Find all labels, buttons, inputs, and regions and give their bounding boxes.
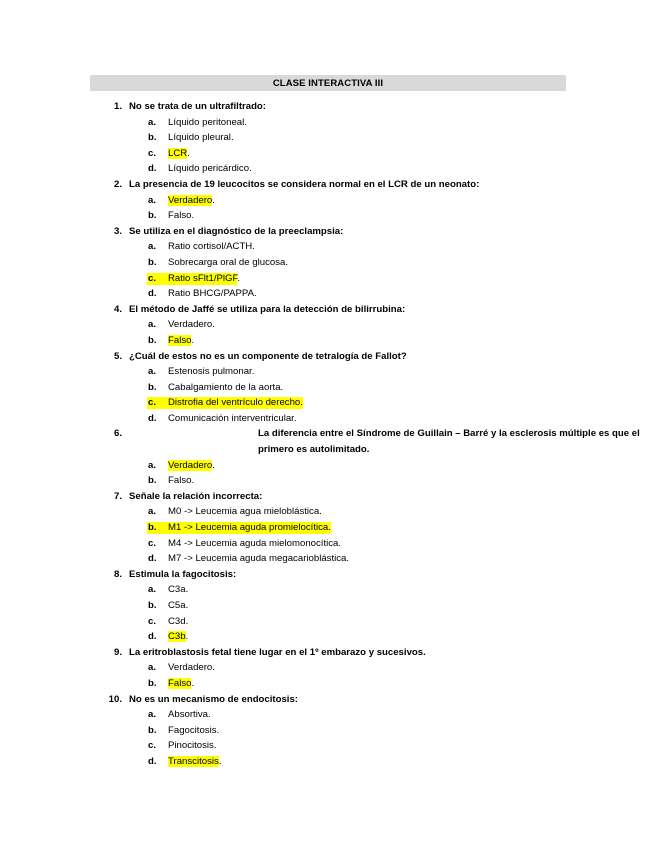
- option-letter: b.: [148, 334, 157, 346]
- answer-option: [0, 536, 655, 552]
- option-letter: b.: [148, 724, 157, 736]
- answer-option: [0, 411, 655, 427]
- question-number: 8.: [113, 568, 122, 580]
- option-text: [168, 676, 194, 692]
- option-letter: b.: [148, 677, 157, 689]
- answer-option: [0, 458, 655, 474]
- option-label: Fagocitosis.: [168, 724, 220, 736]
- option-label: Verdadero: [168, 459, 213, 471]
- question-text: Estimula la fagocitosis:: [129, 568, 237, 580]
- option-text: [168, 255, 288, 271]
- option-label: M0 -> Leucemia agua mieloblástica.: [168, 506, 322, 518]
- option-letter: b.: [148, 522, 157, 534]
- option-label: Distrofia del ventrículo derecho.: [168, 397, 303, 409]
- option-letter: d.: [148, 553, 157, 565]
- option-letter: a.: [148, 459, 157, 471]
- option-label: Sobrecarga oral de glucosa.: [168, 256, 288, 268]
- option-text: [168, 629, 188, 645]
- question-number: 7.: [113, 490, 122, 502]
- answer-option: [0, 239, 655, 255]
- question-number: 9.: [113, 646, 122, 658]
- option-label: Ratio BHCG/PAPPA.: [168, 288, 257, 300]
- option-label: Absortiva.: [168, 709, 211, 721]
- option-letter: a.: [148, 116, 157, 128]
- question-number: 3.: [113, 225, 122, 237]
- answer-option: [0, 286, 655, 302]
- answer-option: [0, 115, 655, 131]
- option-letter: c.: [148, 272, 157, 284]
- answer-option: [0, 582, 655, 598]
- question-text: No es un mecanismo de endocitosis:: [129, 693, 298, 705]
- answer-option: [0, 130, 655, 146]
- option-text: [168, 504, 322, 520]
- question-list: [0, 99, 655, 770]
- option-text: [168, 660, 215, 676]
- option-letter: d.: [148, 755, 157, 767]
- answer-option: [0, 660, 655, 676]
- option-text: [168, 395, 303, 411]
- question-text: Se utiliza en el diagnóstico de la preeclampsia:: [129, 225, 344, 237]
- question-number: 5.: [113, 350, 122, 362]
- option-label: Estenosis pulmonar.: [168, 366, 255, 378]
- question-7: [0, 489, 655, 567]
- option-label: Verdadero.: [168, 662, 215, 674]
- option-letter: a.: [148, 506, 157, 518]
- question-stem: [0, 567, 655, 583]
- option-text: [168, 738, 217, 754]
- answer-option: [0, 364, 655, 380]
- question-stem: [0, 489, 655, 505]
- question-stem: [0, 302, 655, 318]
- question-2: [0, 177, 655, 224]
- option-letter: a.: [148, 194, 157, 206]
- answer-option: [0, 520, 655, 536]
- option-letter: a.: [148, 662, 157, 674]
- option-letter: a.: [148, 366, 157, 378]
- question-4: [0, 302, 655, 349]
- question-stem: [0, 692, 655, 708]
- answer-option: [0, 738, 655, 754]
- option-text: [168, 536, 341, 552]
- question-number: 6.: [113, 428, 122, 440]
- option-label: M4 -> Leucemia aguda mielomonocítica.: [168, 537, 342, 549]
- option-label: M7 -> Leucemia aguda megacarioblástica.: [168, 553, 350, 565]
- option-suffix: .: [191, 334, 195, 346]
- question-8: [0, 567, 655, 645]
- answer-option: [0, 723, 655, 739]
- option-label: Falso.: [168, 475, 195, 487]
- answer-option: [0, 380, 655, 396]
- answer-option: [0, 271, 655, 287]
- option-letter: b.: [148, 381, 157, 393]
- answer-option: [0, 208, 655, 224]
- answer-option: [0, 504, 655, 520]
- option-label: Cabalgamiento de la aorta.: [168, 381, 284, 393]
- option-text: [168, 364, 254, 380]
- option-label: Pinocitosis.: [168, 740, 217, 752]
- option-text: [168, 473, 194, 489]
- option-letter: b.: [148, 475, 157, 487]
- option-letter: d.: [148, 163, 157, 175]
- answer-option: [0, 193, 655, 209]
- option-letter: a.: [148, 709, 157, 721]
- option-label: Verdadero.: [168, 319, 215, 331]
- question-text: La presencia de 19 leucocitos se considera normal en el LCR de un neonato:: [129, 178, 480, 190]
- option-text: [168, 146, 190, 162]
- option-text: [168, 754, 222, 770]
- option-text: [168, 333, 194, 349]
- option-text: [168, 193, 215, 209]
- option-label: C3d.: [168, 615, 189, 627]
- option-suffix: .: [212, 194, 215, 206]
- option-letter: c.: [148, 615, 157, 627]
- option-letter: d.: [148, 631, 157, 643]
- question-text: Señale la relación incorrecta:: [129, 490, 263, 502]
- option-text: [168, 707, 211, 723]
- question-10: [0, 692, 655, 770]
- answer-option: [0, 614, 655, 630]
- option-suffix: .: [185, 631, 189, 643]
- option-label: Falso: [168, 334, 192, 346]
- option-label: Ratio cortisol/ACTH.: [168, 241, 255, 253]
- option-text: [168, 598, 188, 614]
- option-label: Líquido pericárdico.: [168, 163, 252, 175]
- answer-option: [0, 551, 655, 567]
- option-suffix: .: [187, 147, 190, 159]
- option-suffix: .: [212, 459, 215, 471]
- option-text: [168, 411, 297, 427]
- option-letter: d.: [148, 412, 157, 424]
- option-text: [168, 582, 188, 598]
- option-label: Transcitosis: [168, 755, 219, 767]
- option-label: Falso.: [168, 210, 195, 222]
- option-label: LCR: [168, 147, 188, 159]
- option-text: [168, 520, 331, 536]
- option-text: [168, 723, 219, 739]
- option-letter: a.: [148, 241, 157, 253]
- question-5: [0, 349, 655, 427]
- question-number: 10.: [108, 693, 122, 705]
- option-text: [168, 286, 257, 302]
- option-text: [168, 271, 240, 287]
- question-3: [0, 224, 655, 302]
- option-label: C5a.: [168, 600, 189, 611]
- option-suffix: .: [191, 677, 195, 689]
- option-label: Líquido pleural.: [168, 132, 234, 144]
- option-letter: c.: [148, 537, 157, 549]
- option-letter: a.: [148, 319, 157, 331]
- option-letter: b.: [148, 132, 157, 144]
- answer-option: [0, 255, 655, 271]
- answer-option: [0, 161, 655, 177]
- question-number: 2.: [113, 178, 122, 190]
- question-number: 4.: [113, 303, 122, 315]
- question-9: [0, 645, 655, 692]
- question-text: ¿Cuál de estos no es un componente de tetralogía de Fallot?: [129, 350, 407, 362]
- question-text: La eritroblastosis fetal tiene lugar en el 1º embarazo y sucesivos.: [129, 646, 426, 658]
- question-1: [0, 99, 655, 177]
- option-label: Ratio sFlt1/PlGF: [168, 272, 238, 284]
- option-text: [168, 458, 215, 474]
- option-label: C3a.: [168, 584, 189, 596]
- option-label: C3b: [168, 631, 186, 643]
- answer-option: [0, 676, 655, 692]
- question-number: 1.: [113, 101, 122, 112]
- option-label: Falso: [168, 677, 192, 689]
- option-text: [168, 161, 252, 177]
- question-stem: [0, 645, 655, 661]
- option-letter: b.: [148, 256, 157, 268]
- option-label: Verdadero: [168, 194, 213, 206]
- option-letter: c.: [148, 740, 157, 752]
- option-suffix: .: [218, 755, 222, 767]
- question-text: El método de Jaffé se utiliza para la detección de bilirrubina:: [129, 303, 406, 315]
- answer-option: [0, 317, 655, 333]
- answer-option: [0, 473, 655, 489]
- option-label: M1 -> Leucemia aguda promielocítica.: [168, 522, 331, 534]
- answer-option: [0, 598, 655, 614]
- option-text: [168, 208, 194, 224]
- option-letter: c.: [148, 397, 157, 409]
- option-letter: a.: [148, 584, 157, 596]
- answer-option: [0, 707, 655, 723]
- question-stem: [0, 99, 655, 115]
- answer-option: [0, 629, 655, 645]
- question-stem: [0, 426, 655, 457]
- option-text: [168, 380, 283, 396]
- option-text: [168, 130, 234, 146]
- option-text: [168, 317, 215, 333]
- answer-option: [0, 395, 655, 411]
- answer-option: [0, 754, 655, 770]
- title-bar: [90, 75, 566, 91]
- option-label: Líquido peritoneal.: [168, 116, 247, 128]
- option-letter: d.: [148, 288, 157, 300]
- question-stem: [0, 349, 655, 365]
- option-text: [168, 614, 188, 630]
- option-text: [168, 115, 247, 131]
- question-stem: [0, 177, 655, 193]
- page-title: CLASE INTERACTIVA III: [272, 77, 384, 89]
- option-letter: c.: [148, 147, 157, 159]
- option-text: [168, 239, 255, 255]
- option-letter: b.: [148, 210, 157, 222]
- option-text: [168, 551, 349, 567]
- question-text: No se trata de un ultrafiltrado:: [129, 101, 266, 112]
- question-6: [0, 426, 655, 488]
- option-label: Comunicación interventricular.: [168, 412, 297, 424]
- option-letter: b.: [148, 600, 157, 611]
- option-suffix: .: [237, 272, 240, 284]
- answer-option: [0, 333, 655, 349]
- question-text: La diferencia entre el Síndrome de Guillain – Barré y la esclerosis múltiple es que el primero es autolimitado.: [258, 428, 640, 456]
- answer-option: [0, 146, 655, 162]
- question-stem: [0, 224, 655, 240]
